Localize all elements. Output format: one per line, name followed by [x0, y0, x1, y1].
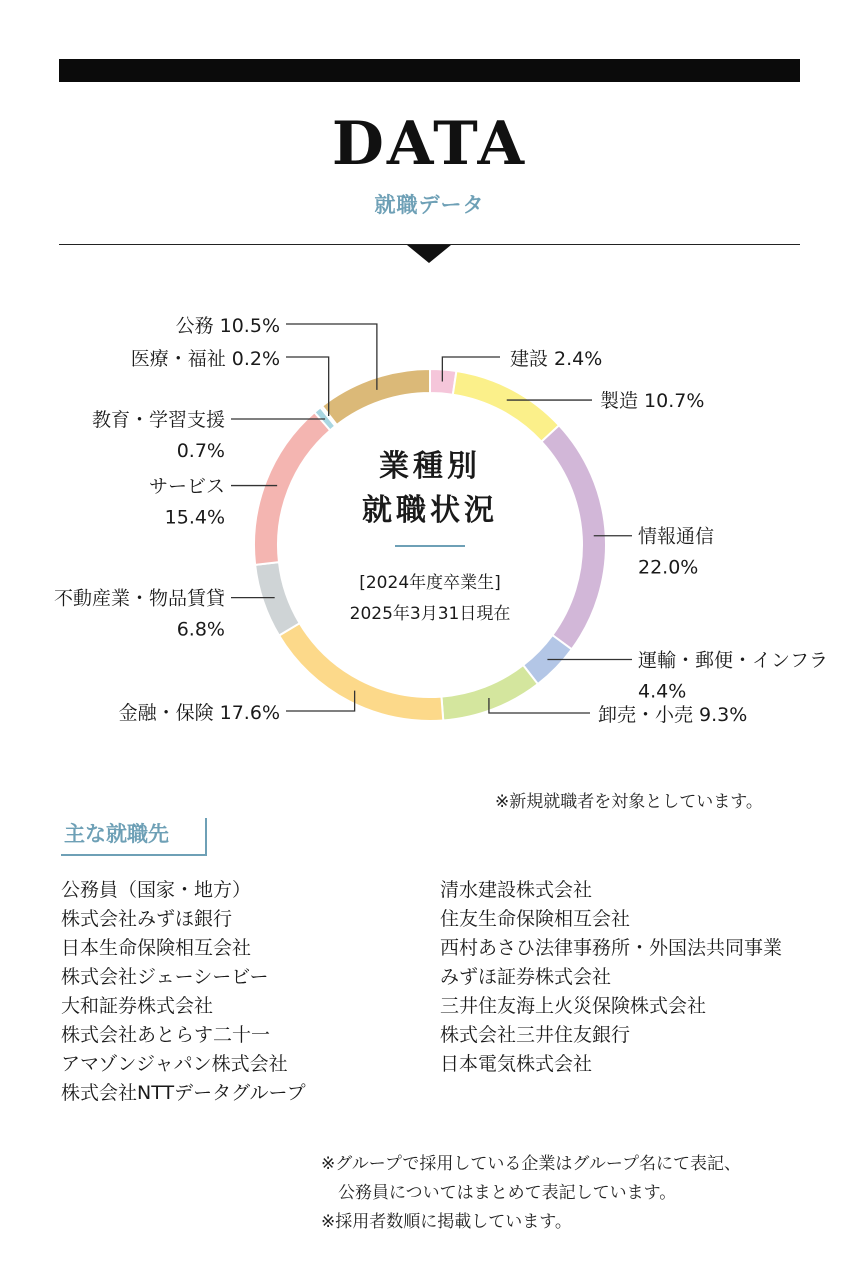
- slice-label: 卸売・小売 9.3%: [598, 704, 748, 726]
- employers-heading: 主な就職先: [61, 818, 207, 856]
- page-title: DATA: [331, 109, 528, 179]
- slice-金融-保険: [279, 623, 443, 721]
- slice-label: 不動産業・物品賃貸 6.8%: [53, 587, 225, 641]
- employer-item: 西村あさひ法律事務所・外国法共同事業: [440, 937, 783, 959]
- slice-卸売-小売: [441, 665, 537, 720]
- employer-item: アマゾンジャパン株式会社: [61, 1053, 288, 1075]
- slice-label: 運輸・郵便・インフラ 4.4%: [638, 649, 829, 703]
- employer-item: 公務員（国家・地方）: [61, 879, 252, 901]
- slice-label: 医療・福祉 0.2%: [130, 348, 280, 370]
- slice-公務: [322, 369, 430, 425]
- slice-label: 教育・学習支援 0.7%: [91, 408, 225, 462]
- slice-製造: [453, 371, 559, 442]
- employer-item: 日本電気株式会社: [440, 1053, 593, 1075]
- page-subtitle: 就職データ: [374, 193, 485, 217]
- employer-item: 株式会社あとらす二十一: [61, 1024, 271, 1046]
- slice-不動産業-物品賃貸: [255, 562, 300, 635]
- employer-list-right: [440, 876, 782, 1079]
- employer-item: 大和証券株式会社: [61, 995, 214, 1017]
- chart-title-underline: [395, 545, 465, 547]
- slice-label: 公務 10.5%: [175, 315, 280, 337]
- slice-label: サービス 15.4%: [148, 475, 225, 529]
- employer-item: 住友生命保険相互会社: [440, 908, 631, 930]
- slice-label: 情報通信 22.0%: [638, 525, 715, 579]
- footnote-line: ※グループで採用している企業はグループ名にて表記、: [321, 1154, 742, 1174]
- employer-item: 日本生命保険相互会社: [61, 937, 252, 959]
- slice-label: 製造 10.7%: [600, 390, 705, 413]
- slice-サービス: [254, 412, 330, 565]
- slice-label: 金融・保険 17.6%: [118, 702, 280, 724]
- employer-item: 株式会社三井住友銀行: [440, 1024, 631, 1046]
- employer-item: 株式会社ジェーシービー: [61, 966, 269, 988]
- chart-title: 業種別: [379, 449, 481, 484]
- employer-item: みずほ証券株式会社: [440, 966, 612, 988]
- employer-item: 清水建設株式会社: [440, 879, 593, 901]
- employer-item: 株式会社NTTデータグループ: [61, 1082, 306, 1104]
- employer-list-left: [61, 876, 306, 1108]
- chart-title: 就職状況: [362, 493, 498, 528]
- footnotes: [321, 1150, 741, 1237]
- chart-subtitle: [2024年度卒業生]: [359, 573, 501, 593]
- footnote-line: ※採用者数順に掲載しています。: [321, 1212, 572, 1232]
- employer-item: 三井住友海上火災保険株式会社: [440, 995, 707, 1017]
- chart-subtitle: 2025年3月31日現在: [349, 604, 511, 624]
- chart-note: ※新規就職者を対象としています。: [495, 792, 763, 812]
- slice-情報通信: [541, 425, 606, 649]
- footnote-line: 公務員についてはまとめて表記しています。: [321, 1183, 677, 1203]
- slice-label: 建設 2.4%: [510, 348, 603, 370]
- employer-item: 株式会社みずほ銀行: [61, 908, 233, 930]
